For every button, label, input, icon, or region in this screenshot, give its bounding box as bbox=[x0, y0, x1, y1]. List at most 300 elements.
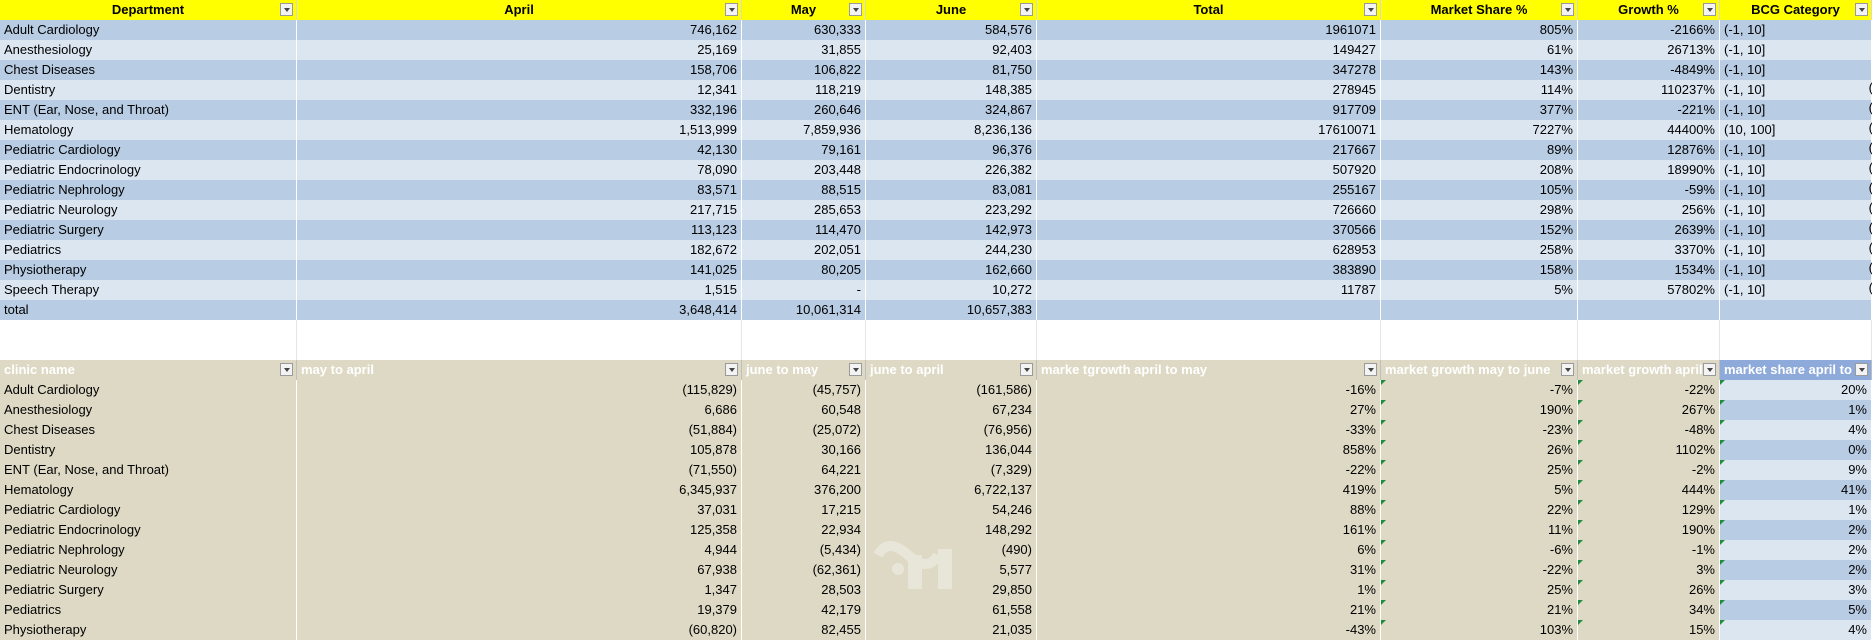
empty-cell[interactable] bbox=[866, 320, 1037, 340]
table1-cell[interactable] bbox=[1381, 300, 1578, 320]
table1-cell[interactable]: Chest Diseases bbox=[0, 60, 297, 80]
table1-cell[interactable]: -221% bbox=[1578, 100, 1720, 120]
table1-header-cell[interactable]: Total bbox=[1037, 0, 1381, 20]
filter-dropdown-icon[interactable] bbox=[849, 363, 862, 376]
table1-cell[interactable]: 12,341 bbox=[297, 80, 742, 100]
table2-cell[interactable]: 34% bbox=[1578, 600, 1720, 620]
table1-cell[interactable]: 208% bbox=[1381, 160, 1578, 180]
table2-cell[interactable]: 26% bbox=[1578, 580, 1720, 600]
error-indicator-icon bbox=[1381, 580, 1386, 585]
table1-header-cell[interactable]: BCG Category bbox=[1720, 0, 1872, 20]
empty-cell[interactable] bbox=[1037, 320, 1381, 340]
table2-cell[interactable]: 5% bbox=[1381, 480, 1578, 500]
table2-cell[interactable]: 28,503 bbox=[742, 580, 866, 600]
table2-cell[interactable]: 21% bbox=[1381, 600, 1578, 620]
table2-cell[interactable]: (115,829) bbox=[297, 380, 742, 400]
error-indicator-icon bbox=[1381, 500, 1386, 505]
table1-cell[interactable]: 584,576 bbox=[866, 20, 1037, 40]
table2-cell[interactable]: (7,329) bbox=[866, 460, 1037, 480]
overflow-paren-mark bbox=[1868, 100, 1872, 120]
table2-cell[interactable]: 0% bbox=[1720, 440, 1872, 460]
empty-cell[interactable] bbox=[1578, 340, 1720, 360]
table1-cell[interactable]: 917709 bbox=[1037, 100, 1381, 120]
table1-cell[interactable]: 141,025 bbox=[297, 260, 742, 280]
table1-cell[interactable]: 1961071 bbox=[1037, 20, 1381, 40]
table2-cell[interactable]: 20% bbox=[1720, 380, 1872, 400]
table2-cell[interactable]: 4% bbox=[1720, 620, 1872, 640]
table1-cell[interactable]: 26713% bbox=[1578, 40, 1720, 60]
table1-cell[interactable]: 3370% bbox=[1578, 240, 1720, 260]
error-indicator-icon bbox=[1720, 380, 1725, 385]
table1-cell[interactable]: 89% bbox=[1381, 140, 1578, 160]
filter-dropdown-icon[interactable] bbox=[280, 363, 293, 376]
table2-cell[interactable]: (490) bbox=[866, 540, 1037, 560]
empty-cell[interactable] bbox=[297, 340, 742, 360]
empty-cell[interactable] bbox=[866, 340, 1037, 360]
filter-dropdown-icon[interactable] bbox=[1020, 3, 1033, 16]
table2-header-cell[interactable]: market growth may to june bbox=[1381, 360, 1578, 380]
table1-cell[interactable]: (-1, 10] bbox=[1720, 40, 1872, 60]
table2-cell[interactable]: 444% bbox=[1578, 480, 1720, 500]
table1-cell[interactable]: 118,219 bbox=[742, 80, 866, 100]
table2-cell[interactable]: 31% bbox=[1037, 560, 1381, 580]
table2-cell[interactable]: 3% bbox=[1578, 560, 1720, 580]
table1-cell[interactable]: 258% bbox=[1381, 240, 1578, 260]
table1-cell[interactable]: 255167 bbox=[1037, 180, 1381, 200]
table2-cell[interactable]: 1,347 bbox=[297, 580, 742, 600]
error-indicator-icon bbox=[1381, 560, 1386, 565]
table2-cell[interactable]: 67,234 bbox=[866, 400, 1037, 420]
table1-cell[interactable]: 96,376 bbox=[866, 140, 1037, 160]
table1-cell[interactable]: 162,660 bbox=[866, 260, 1037, 280]
table2-cell[interactable]: 125,358 bbox=[297, 520, 742, 540]
table1-header-cell[interactable]: June bbox=[866, 0, 1037, 20]
table1-cell[interactable]: Pediatric Cardiology bbox=[0, 140, 297, 160]
table2-cell[interactable]: 15% bbox=[1578, 620, 1720, 640]
table2-cell[interactable]: 61,558 bbox=[866, 600, 1037, 620]
table2-cell[interactable]: 27% bbox=[1037, 400, 1381, 420]
table1-cell[interactable]: 92,403 bbox=[866, 40, 1037, 60]
table1-header-cell[interactable]: May bbox=[742, 0, 866, 20]
table1-cell[interactable]: 324,867 bbox=[866, 100, 1037, 120]
error-indicator-icon bbox=[1720, 500, 1725, 505]
table2-cell[interactable]: Pediatric Cardiology bbox=[0, 500, 297, 520]
table2-cell[interactable]: -43% bbox=[1037, 620, 1381, 640]
table1-cell[interactable]: 383890 bbox=[1037, 260, 1381, 280]
filter-dropdown-icon[interactable] bbox=[280, 3, 293, 16]
table1-cell[interactable]: (-1, 10] bbox=[1720, 160, 1872, 180]
table1-cell[interactable]: 148,385 bbox=[866, 80, 1037, 100]
table2-header-cell[interactable]: june to may bbox=[742, 360, 866, 380]
table2-cell[interactable]: (51,884) bbox=[297, 420, 742, 440]
table2-cell[interactable]: -48% bbox=[1578, 420, 1720, 440]
table1-header-row bbox=[0, 0, 1872, 20]
table1-cell[interactable]: - bbox=[742, 280, 866, 300]
table1-cell[interactable]: 10,272 bbox=[866, 280, 1037, 300]
table2-cell[interactable]: 19,379 bbox=[297, 600, 742, 620]
table1-cell[interactable]: 3,648,414 bbox=[297, 300, 742, 320]
table1-cell[interactable]: -59% bbox=[1578, 180, 1720, 200]
table2-cell[interactable]: -22% bbox=[1578, 380, 1720, 400]
table2-row bbox=[0, 580, 1872, 600]
empty-cell[interactable] bbox=[1381, 320, 1578, 340]
table1-header-cell[interactable]: April bbox=[297, 0, 742, 20]
table2-cell[interactable]: 419% bbox=[1037, 480, 1381, 500]
table2-header-cell[interactable]: june to april bbox=[866, 360, 1037, 380]
table1-cell[interactable]: 5% bbox=[1381, 280, 1578, 300]
empty-cell[interactable] bbox=[742, 320, 866, 340]
table1-cell[interactable]: 377% bbox=[1381, 100, 1578, 120]
table1-cell[interactable]: 805% bbox=[1381, 20, 1578, 40]
table1-cell[interactable]: Hematology bbox=[0, 120, 297, 140]
table2-cell[interactable]: 2% bbox=[1720, 540, 1872, 560]
table2-cell[interactable]: Pediatric Neurology bbox=[0, 560, 297, 580]
table1-cell[interactable]: ENT (Ear, Nose, and Throat) bbox=[0, 100, 297, 120]
table1-cell[interactable]: (-1, 10] bbox=[1720, 260, 1872, 280]
table1-row bbox=[0, 240, 1872, 260]
filter-dropdown-icon[interactable] bbox=[1020, 363, 1033, 376]
table1-cell[interactable]: Pediatrics bbox=[0, 240, 297, 260]
table2-cell[interactable]: 29,850 bbox=[866, 580, 1037, 600]
table1-cell[interactable]: 332,196 bbox=[297, 100, 742, 120]
table1-cell[interactable]: 83,081 bbox=[866, 180, 1037, 200]
table2-cell[interactable]: 41% bbox=[1720, 480, 1872, 500]
table2-cell[interactable]: 17,215 bbox=[742, 500, 866, 520]
table2-header-cell[interactable]: may to april bbox=[297, 360, 742, 380]
table2-cell[interactable]: -23% bbox=[1381, 420, 1578, 440]
table1-cell[interactable]: 217667 bbox=[1037, 140, 1381, 160]
empty-cell[interactable] bbox=[1381, 340, 1578, 360]
table1-cell[interactable]: (-1, 10] bbox=[1720, 220, 1872, 240]
table1-cell[interactable]: 44400% bbox=[1578, 120, 1720, 140]
table2-cell[interactable]: 2% bbox=[1720, 560, 1872, 580]
table2-cell[interactable]: 190% bbox=[1578, 520, 1720, 540]
table1-cell[interactable]: 7,859,936 bbox=[742, 120, 866, 140]
empty-cell[interactable] bbox=[1720, 340, 1872, 360]
table2-cell[interactable]: 6,345,937 bbox=[297, 480, 742, 500]
filter-dropdown-icon[interactable] bbox=[1561, 3, 1574, 16]
error-indicator-icon bbox=[1720, 400, 1725, 405]
table1-cell[interactable]: 79,161 bbox=[742, 140, 866, 160]
table2-cell[interactable]: 37,031 bbox=[297, 500, 742, 520]
table1-cell[interactable]: 10,061,314 bbox=[742, 300, 866, 320]
table1-cell[interactable]: 1534% bbox=[1578, 260, 1720, 280]
table1-cell[interactable]: 8,236,136 bbox=[866, 120, 1037, 140]
table2-cell[interactable]: (45,757) bbox=[742, 380, 866, 400]
table1-cell[interactable]: (-1, 10] bbox=[1720, 240, 1872, 260]
table2-cell[interactable]: Adult Cardiology bbox=[0, 380, 297, 400]
table2-cell[interactable]: 103% bbox=[1381, 620, 1578, 640]
table2-header-cell[interactable]: marke tgrowth april to may bbox=[1037, 360, 1381, 380]
table2-cell[interactable]: (60,820) bbox=[297, 620, 742, 640]
table2-cell[interactable]: 22% bbox=[1381, 500, 1578, 520]
table2-cell[interactable]: -6% bbox=[1381, 540, 1578, 560]
table1-cell[interactable]: Pediatric Surgery bbox=[0, 220, 297, 240]
table2-cell[interactable]: (161,586) bbox=[866, 380, 1037, 400]
table1-cell[interactable]: 25,169 bbox=[297, 40, 742, 60]
table2-cell[interactable]: Pediatric Endocrinology bbox=[0, 520, 297, 540]
error-indicator-icon bbox=[1720, 460, 1725, 465]
table1-cell[interactable]: 158% bbox=[1381, 260, 1578, 280]
table2-cell[interactable]: 9% bbox=[1720, 460, 1872, 480]
table2-cell[interactable]: 11% bbox=[1381, 520, 1578, 540]
table2-cell[interactable]: 67,938 bbox=[297, 560, 742, 580]
table1-cell[interactable]: 12876% bbox=[1578, 140, 1720, 160]
table1-cell[interactable]: 203,448 bbox=[742, 160, 866, 180]
table2-cell[interactable]: 190% bbox=[1381, 400, 1578, 420]
table2-row bbox=[0, 480, 1872, 500]
table2-cell[interactable]: 136,044 bbox=[866, 440, 1037, 460]
table2-cell[interactable]: 1% bbox=[1720, 500, 1872, 520]
filter-dropdown-icon[interactable] bbox=[1855, 363, 1868, 376]
table1-cell[interactable]: 726660 bbox=[1037, 200, 1381, 220]
table2-cell[interactable]: 6% bbox=[1037, 540, 1381, 560]
table1-cell[interactable]: (10, 100] bbox=[1720, 120, 1872, 140]
error-indicator-icon bbox=[1720, 420, 1725, 425]
empty-cell[interactable] bbox=[0, 340, 297, 360]
table2-cell[interactable]: -1% bbox=[1578, 540, 1720, 560]
table2-cell[interactable]: 60,548 bbox=[742, 400, 866, 420]
table2-cell[interactable]: 26% bbox=[1381, 440, 1578, 460]
table2-cell[interactable]: 6,722,137 bbox=[866, 480, 1037, 500]
table1-cell[interactable]: 88,515 bbox=[742, 180, 866, 200]
table1-cell[interactable]: 42,130 bbox=[297, 140, 742, 160]
table2-cell[interactable]: 21,035 bbox=[866, 620, 1037, 640]
table2-header-cell[interactable]: clinic name bbox=[0, 360, 297, 380]
empty-cell[interactable] bbox=[1720, 320, 1872, 340]
filter-dropdown-icon[interactable] bbox=[1364, 363, 1377, 376]
table1-cell[interactable]: 11787 bbox=[1037, 280, 1381, 300]
table1-cell[interactable]: Pediatric Endocrinology bbox=[0, 160, 297, 180]
table1-cell[interactable]: Adult Cardiology bbox=[0, 20, 297, 40]
table1-row bbox=[0, 140, 1872, 160]
filter-dropdown-icon[interactable] bbox=[1703, 3, 1716, 16]
table2-cell[interactable]: 1% bbox=[1037, 580, 1381, 600]
table2-cell[interactable]: (62,361) bbox=[742, 560, 866, 580]
table2-cell[interactable]: 21% bbox=[1037, 600, 1381, 620]
table2-cell[interactable]: -22% bbox=[1381, 560, 1578, 580]
table1-cell[interactable]: 114,470 bbox=[742, 220, 866, 240]
table2-cell[interactable]: Physiotherapy bbox=[0, 620, 297, 640]
table1-cell[interactable]: Physiotherapy bbox=[0, 260, 297, 280]
table2-cell[interactable]: 42,179 bbox=[742, 600, 866, 620]
overflow-paren-mark bbox=[1868, 160, 1872, 180]
table2-cell[interactable]: 1102% bbox=[1578, 440, 1720, 460]
table1-cell[interactable]: 507920 bbox=[1037, 160, 1381, 180]
table2-cell[interactable]: -7% bbox=[1381, 380, 1578, 400]
table1-cell[interactable] bbox=[1578, 300, 1720, 320]
overflow-paren-mark bbox=[1868, 260, 1872, 280]
table1-cell[interactable]: 106,822 bbox=[742, 60, 866, 80]
table1-cell[interactable]: (-1, 10] bbox=[1720, 180, 1872, 200]
table2-cell[interactable]: 129% bbox=[1578, 500, 1720, 520]
table2-cell[interactable]: 148,292 bbox=[866, 520, 1037, 540]
table1-cell[interactable]: 83,571 bbox=[297, 180, 742, 200]
table2-cell[interactable]: Hematology bbox=[0, 480, 297, 500]
filter-dropdown-icon[interactable] bbox=[725, 363, 738, 376]
table2-cell[interactable]: 88% bbox=[1037, 500, 1381, 520]
table1-cell[interactable]: 278945 bbox=[1037, 80, 1381, 100]
table2-cell[interactable]: (5,434) bbox=[742, 540, 866, 560]
table2-cell[interactable]: (76,956) bbox=[866, 420, 1037, 440]
filter-dropdown-icon[interactable] bbox=[849, 3, 862, 16]
table2-cell[interactable]: 25% bbox=[1381, 580, 1578, 600]
error-indicator-icon bbox=[1720, 520, 1725, 525]
table2-cell[interactable]: 25% bbox=[1381, 460, 1578, 480]
table1-cell[interactable]: (-1, 10] bbox=[1720, 60, 1872, 80]
table1-cell[interactable]: 223,292 bbox=[866, 200, 1037, 220]
table2-cell[interactable]: ENT (Ear, Nose, and Throat) bbox=[0, 460, 297, 480]
empty-cell[interactable] bbox=[1578, 320, 1720, 340]
table1-cell[interactable]: 628953 bbox=[1037, 240, 1381, 260]
error-indicator-icon bbox=[1578, 480, 1583, 485]
table1-cell[interactable]: 158,706 bbox=[297, 60, 742, 80]
table1-cell[interactable]: (-1, 10] bbox=[1720, 200, 1872, 220]
table2-cell[interactable]: 2% bbox=[1720, 520, 1872, 540]
empty-cell[interactable] bbox=[0, 320, 297, 340]
table1-cell[interactable]: 10,657,383 bbox=[866, 300, 1037, 320]
empty-cell[interactable] bbox=[1037, 340, 1381, 360]
empty-cell[interactable] bbox=[742, 340, 866, 360]
table1-cell[interactable]: 285,653 bbox=[742, 200, 866, 220]
table1-cell[interactable]: 113,123 bbox=[297, 220, 742, 240]
table2-cell[interactable]: 6,686 bbox=[297, 400, 742, 420]
table2-cell[interactable]: 5,577 bbox=[866, 560, 1037, 580]
table1-cell[interactable]: 105% bbox=[1381, 180, 1578, 200]
table1-row bbox=[0, 260, 1872, 280]
table2-header-cell[interactable]: market growth april bbox=[1578, 360, 1720, 380]
table1-cell[interactable]: 61% bbox=[1381, 40, 1578, 60]
table2-cell[interactable]: Pediatrics bbox=[0, 600, 297, 620]
table1-cell[interactable]: (-1, 10] bbox=[1720, 100, 1872, 120]
table1-cell[interactable]: (-1, 10] bbox=[1720, 280, 1872, 300]
table2-cell[interactable]: 22,934 bbox=[742, 520, 866, 540]
filter-dropdown-icon[interactable] bbox=[1364, 3, 1377, 16]
table1-cell[interactable] bbox=[1720, 300, 1872, 320]
table1-cell[interactable]: (-1, 10] bbox=[1720, 80, 1872, 100]
empty-cell[interactable] bbox=[297, 320, 742, 340]
table1-cell[interactable]: 110237% bbox=[1578, 80, 1720, 100]
table2-cell[interactable]: 161% bbox=[1037, 520, 1381, 540]
table1-cell[interactable]: 2639% bbox=[1578, 220, 1720, 240]
table1-cell[interactable]: 17610071 bbox=[1037, 120, 1381, 140]
table1-cell[interactable]: 244,230 bbox=[866, 240, 1037, 260]
table2-cell[interactable]: 4,944 bbox=[297, 540, 742, 560]
table2-cell[interactable]: Chest Diseases bbox=[0, 420, 297, 440]
error-indicator-icon bbox=[1578, 460, 1583, 465]
filter-dropdown-icon[interactable] bbox=[1703, 363, 1716, 376]
table2-cell[interactable]: Dentistry bbox=[0, 440, 297, 460]
table2-cell[interactable]: 105,878 bbox=[297, 440, 742, 460]
table2-cell[interactable]: 30,166 bbox=[742, 440, 866, 460]
table2-cell[interactable]: 376,200 bbox=[742, 480, 866, 500]
error-indicator-icon bbox=[1381, 400, 1386, 405]
table1-cell[interactable] bbox=[1037, 300, 1381, 320]
table1-cell[interactable]: Dentistry bbox=[0, 80, 297, 100]
table1-row bbox=[0, 180, 1872, 200]
error-indicator-icon bbox=[1381, 600, 1386, 605]
error-indicator-icon bbox=[1381, 620, 1386, 625]
table1-cell[interactable]: 370566 bbox=[1037, 220, 1381, 240]
table1-cell[interactable]: 347278 bbox=[1037, 60, 1381, 80]
filter-dropdown-icon[interactable] bbox=[1855, 3, 1868, 16]
table2-cell[interactable]: 1% bbox=[1720, 400, 1872, 420]
table1-cell[interactable]: -4849% bbox=[1578, 60, 1720, 80]
table2-cell[interactable]: Pediatric Nephrology bbox=[0, 540, 297, 560]
table2-cell[interactable]: -16% bbox=[1037, 380, 1381, 400]
filter-dropdown-icon[interactable] bbox=[725, 3, 738, 16]
table1-cell[interactable]: 80,205 bbox=[742, 260, 866, 280]
table1-cell[interactable]: Anesthesiology bbox=[0, 40, 297, 60]
table1-cell[interactable]: 152% bbox=[1381, 220, 1578, 240]
table2-cell[interactable]: 858% bbox=[1037, 440, 1381, 460]
table2-cell[interactable]: Pediatric Surgery bbox=[0, 580, 297, 600]
table1-cell[interactable]: 78,090 bbox=[297, 160, 742, 180]
table1-cell[interactable]: 31,855 bbox=[742, 40, 866, 60]
table1-cell[interactable]: 630,333 bbox=[742, 20, 866, 40]
table2-cell[interactable]: 64,221 bbox=[742, 460, 866, 480]
table2-cell[interactable]: 82,455 bbox=[742, 620, 866, 640]
table1-cell[interactable]: 142,973 bbox=[866, 220, 1037, 240]
table2-header-cell[interactable]: market share april to bbox=[1720, 360, 1872, 380]
table1-row bbox=[0, 300, 1872, 320]
table2-cell[interactable]: 267% bbox=[1578, 400, 1720, 420]
table1-cell[interactable]: (-1, 10] bbox=[1720, 20, 1872, 40]
table2-cell[interactable]: 3% bbox=[1720, 580, 1872, 600]
table2-cell[interactable]: -2% bbox=[1578, 460, 1720, 480]
table1-cell[interactable]: (-1, 10] bbox=[1720, 140, 1872, 160]
table2-row bbox=[0, 620, 1872, 640]
table1-cell[interactable]: 182,672 bbox=[297, 240, 742, 260]
table1-header-cell[interactable]: Market Share % bbox=[1381, 0, 1578, 20]
table1-cell[interactable]: total bbox=[0, 300, 297, 320]
table1-cell[interactable]: 1,513,999 bbox=[297, 120, 742, 140]
table2-cell[interactable]: 4% bbox=[1720, 420, 1872, 440]
table1-cell[interactable]: 217,715 bbox=[297, 200, 742, 220]
table2-cell[interactable]: (71,550) bbox=[297, 460, 742, 480]
table2-cell[interactable]: -33% bbox=[1037, 420, 1381, 440]
table1-cell[interactable]: 57802% bbox=[1578, 280, 1720, 300]
table1-cell[interactable]: -2166% bbox=[1578, 20, 1720, 40]
table1-cell[interactable]: 149427 bbox=[1037, 40, 1381, 60]
table2-cell[interactable]: 5% bbox=[1720, 600, 1872, 620]
table1-cell[interactable]: 298% bbox=[1381, 200, 1578, 220]
error-indicator-icon bbox=[1578, 380, 1583, 385]
table1-header-cell[interactable]: Department bbox=[0, 0, 297, 20]
table1-cell[interactable]: 202,051 bbox=[742, 240, 866, 260]
table1-cell[interactable]: Speech Therapy bbox=[0, 280, 297, 300]
table1-cell[interactable]: 746,162 bbox=[297, 20, 742, 40]
table1-cell[interactable]: 143% bbox=[1381, 60, 1578, 80]
table2-cell[interactable]: 54,246 bbox=[866, 500, 1037, 520]
table1-cell[interactable]: 260,646 bbox=[742, 100, 866, 120]
table1-cell[interactable]: 18990% bbox=[1578, 160, 1720, 180]
table1-cell[interactable]: 114% bbox=[1381, 80, 1578, 100]
table2-cell[interactable]: -22% bbox=[1037, 460, 1381, 480]
filter-dropdown-icon[interactable] bbox=[1561, 363, 1574, 376]
table1-cell[interactable]: 7227% bbox=[1381, 120, 1578, 140]
table2-cell[interactable]: (25,072) bbox=[742, 420, 866, 440]
table1-cell[interactable]: 226,382 bbox=[866, 160, 1037, 180]
table1-cell[interactable]: Pediatric Nephrology bbox=[0, 180, 297, 200]
table1-cell[interactable]: Pediatric Neurology bbox=[0, 200, 297, 220]
table2-cell[interactable]: Anesthesiology bbox=[0, 400, 297, 420]
table1-header-cell[interactable]: Growth % bbox=[1578, 0, 1720, 20]
table1-cell[interactable]: 81,750 bbox=[866, 60, 1037, 80]
table1-row bbox=[0, 80, 1872, 100]
table1-cell[interactable]: 1,515 bbox=[297, 280, 742, 300]
table1-cell[interactable]: 256% bbox=[1578, 200, 1720, 220]
